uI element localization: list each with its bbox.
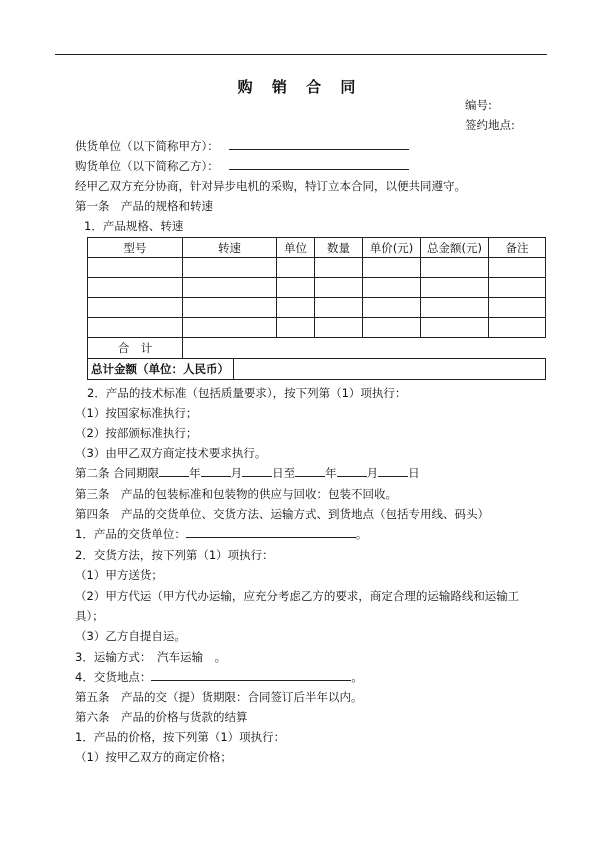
table-cell[interactable] — [363, 258, 421, 278]
delivery-option-2-cont: 具）； — [75, 609, 104, 623]
article-1-heading: 第一条 产品的规格和转速 — [75, 199, 213, 213]
delivery-option-3: （3）乙方自提自运。 — [75, 629, 186, 643]
tech-option-1: （1）按国家标准执行； — [75, 406, 198, 420]
table-cell[interactable] — [277, 258, 315, 278]
table-cell[interactable] — [489, 298, 546, 318]
period: 。 — [351, 670, 363, 684]
col-header-quantity: 数量 — [315, 238, 363, 258]
table-cell[interactable] — [183, 258, 277, 278]
month-label-1: 月 — [230, 466, 243, 480]
table-cell[interactable] — [363, 318, 421, 338]
table-cell[interactable] — [183, 278, 277, 298]
day-to-label: 日至 — [272, 466, 296, 480]
table-total-row — [88, 359, 546, 380]
article-3: 第三条 产品的包装标准和包装物的供应与回收：包装不回收。 — [75, 487, 397, 501]
table-cell[interactable] — [183, 318, 277, 338]
contract-title: 购 销 合 同 — [237, 78, 363, 96]
table-cell[interactable] — [421, 298, 489, 318]
article-1-sub1: 1．产品规格、转速 — [84, 219, 184, 233]
start-year-blank[interactable] — [159, 465, 189, 477]
buyer-label: 购货单位（以下简称乙方）： — [75, 159, 219, 173]
start-month-blank[interactable] — [201, 465, 231, 477]
article-4-s2: 2．交货方法，按下列第（1）项执行： — [75, 548, 274, 562]
col-header-speed: 转速 — [183, 238, 277, 258]
end-month-blank[interactable] — [337, 465, 367, 477]
col-header-model: 型号 — [88, 238, 183, 258]
table-cell[interactable] — [421, 278, 489, 298]
tech-option-2: （2）按部颁标准执行； — [75, 426, 198, 440]
table-cell[interactable] — [277, 298, 315, 318]
delivery-option-2: （2）甲方代运（甲方代办运输，应充分考虑乙方的要求，商定合理的运输路线和运输工 — [75, 589, 520, 603]
table-cell[interactable] — [489, 258, 546, 278]
tech-option-3: （3）由甲乙双方商定技术要求执行。 — [75, 446, 267, 460]
article-4-heading: 第四条 产品的交货单位、交货方法、运输方式、到货地点（包括专用线、码头） — [75, 507, 489, 521]
period: 。 — [355, 527, 368, 541]
contract-number-label: 编号: — [465, 98, 492, 112]
intro-text: 经甲乙双方充分协商，针对异步电机的采购，特订立本合同，以便共同遵守。 — [75, 179, 466, 193]
article-5: 第五条 产品的交（提）货期限：合同签订后半年以内。 — [75, 690, 363, 704]
col-header-unit: 单位 — [277, 238, 315, 258]
table-header-row — [88, 238, 546, 258]
table-cell[interactable] — [315, 318, 363, 338]
table-cell[interactable] — [88, 298, 183, 318]
delivery-location-blank[interactable] — [151, 669, 351, 681]
table-cell[interactable] — [277, 318, 315, 338]
end-day-blank[interactable] — [378, 465, 408, 477]
transport-method: 3．运输方式： 汽车运输 。 — [75, 650, 227, 664]
supplier-line — [75, 138, 409, 154]
table-row[interactable] — [88, 278, 546, 298]
article-2-line — [75, 465, 420, 481]
table-row[interactable] — [88, 318, 546, 338]
signing-location-label: 签约地点: — [465, 118, 515, 132]
delivery-option-1: （1）甲方送货； — [75, 568, 163, 582]
table-cell[interactable] — [277, 278, 315, 298]
month-label-2: 月 — [366, 466, 379, 480]
col-header-total: 总金额(元) — [421, 238, 489, 258]
table-row[interactable] — [88, 298, 546, 318]
header-rule — [55, 54, 547, 55]
table-cell[interactable] — [183, 298, 277, 318]
article-4-s4 — [75, 669, 363, 685]
delivery-unit-label: 1．产品的交货单位： — [75, 527, 186, 541]
end-year-blank[interactable] — [295, 465, 325, 477]
article-6-heading: 第六条 产品的价格与货款的结算 — [75, 710, 248, 724]
col-header-unit-price: 单价(元) — [363, 238, 421, 258]
day-label-2: 日 — [408, 466, 420, 480]
table-cell[interactable] — [363, 298, 421, 318]
year-label-1: 年 — [189, 466, 201, 480]
article-1-sub2: 2．产品的技术标准（包括质量要求），按下列第（1）项执行： — [87, 386, 407, 400]
total-amount-cell[interactable] — [88, 359, 546, 380]
supplier-blank[interactable] — [229, 138, 409, 150]
table-cell[interactable] — [315, 278, 363, 298]
year-label-2: 年 — [325, 466, 337, 480]
buyer-line — [75, 158, 409, 174]
article-6-s1: 1．产品的价格，按下列第（1）项执行： — [75, 730, 286, 744]
total-amount-label: 总计金额（单位：人民币） — [88, 359, 234, 379]
table-cell[interactable] — [88, 278, 183, 298]
delivery-unit-blank[interactable] — [186, 526, 356, 538]
sum-value-cell[interactable] — [183, 338, 546, 359]
table-cell[interactable] — [363, 278, 421, 298]
article-2-prefix: 第二条 合同期限 — [75, 466, 160, 480]
table-cell[interactable] — [489, 318, 546, 338]
supplier-label: 供货单位（以下简称甲方）： — [75, 139, 219, 153]
table-cell[interactable] — [315, 298, 363, 318]
table-cell[interactable] — [315, 258, 363, 278]
table-cell[interactable] — [421, 258, 489, 278]
table-cell[interactable] — [88, 318, 183, 338]
table-cell[interactable] — [421, 318, 489, 338]
sum-label: 合 计 — [88, 338, 183, 359]
table-cell[interactable] — [489, 278, 546, 298]
col-header-remarks: 备注 — [489, 238, 546, 258]
article-4-s1 — [75, 526, 367, 542]
delivery-location-label: 4．交货地点： — [75, 670, 152, 684]
buyer-blank[interactable] — [229, 158, 409, 170]
start-day-blank[interactable] — [242, 465, 272, 477]
table-cell[interactable] — [88, 258, 183, 278]
price-option-1: （1）按甲乙双方的商定价格； — [75, 750, 232, 764]
table-row[interactable] — [88, 258, 546, 278]
product-spec-table — [87, 237, 546, 380]
table-sum-row — [88, 338, 546, 359]
